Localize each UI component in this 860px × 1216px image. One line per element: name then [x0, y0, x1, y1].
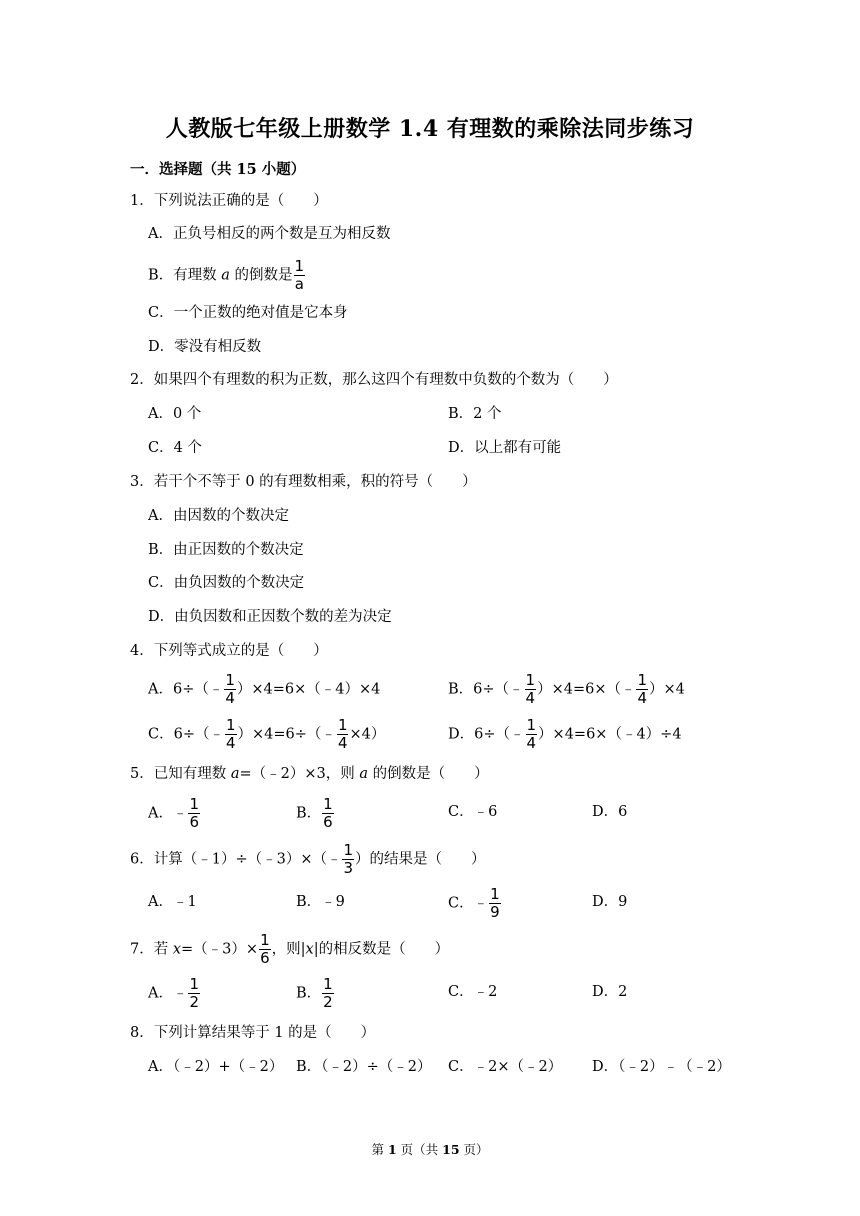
fraction: $\frac{1}{6}$ [323, 795, 333, 831]
q7-stem: 7．若 x=（﹣3）× $\frac{1}{6}$ ，则|x|的相反数是（ ） [130, 931, 450, 967]
fraction: $\frac{1}{2}$ [189, 975, 200, 1011]
q2-stem: 2．如果四个有理数的积为正数，那么这四个有理数中负数的个数为（ ） [130, 372, 618, 388]
fraction: $\frac{1}{6}$ [189, 795, 200, 831]
fraction: $\frac{1}{4}$ [337, 716, 348, 752]
fraction: $\frac{1}{4}$ [225, 716, 236, 752]
q2-option-b: B．2 个 [448, 406, 502, 422]
q6-option-c: C．﹣ $\frac{1}{9}$ [448, 885, 500, 921]
q8-stem: 8．下列计算结果等于 1 的是（ ） [130, 1025, 376, 1041]
q6-option-b: B．﹣9 [296, 894, 345, 910]
fraction: $\frac{1}{4}$ [637, 671, 648, 707]
q6-option-d: D．9 [592, 894, 628, 910]
q1-option-c: C．一个正数的绝对值是它本身 [148, 305, 348, 321]
q4-stem: 4．下列等式成立的是（ ） [130, 643, 328, 659]
q6-option-a: A．﹣1 [148, 894, 197, 910]
q3-option-b: B．由正因数的个数决定 [148, 542, 304, 558]
q7-option-b: B． $\frac{1}{2}$ [296, 975, 333, 1011]
section-heading: 一．选择题（共 15 小题） [130, 161, 306, 178]
fraction: $\frac{1}{a}$ [294, 257, 305, 293]
q5-option-c: C．﹣6 [448, 804, 498, 820]
q5-stem: 5．已知有理数 a=（﹣2）×3，则 a 的倒数是（ ） [130, 766, 489, 782]
q1-option-b: B．有理数 a 的倒数是 $\frac{1}{a}$ [148, 257, 305, 293]
q7-option-c: C．﹣2 [448, 984, 498, 1000]
fraction: $\frac{1}{9}$ [490, 885, 500, 921]
q3-option-c: C．由负因数的个数决定 [148, 575, 305, 591]
q7-option-a: A．﹣ $\frac{1}{2}$ [148, 975, 200, 1011]
q6-stem: 6．计算（﹣1）÷（﹣3）×（﹣ $\frac{1}{3}$ ）的结果是（ ） [130, 841, 486, 877]
fraction: $\frac{1}{3}$ [343, 841, 354, 877]
q3-option-d: D．由负因数和正因数个数的差为决定 [148, 609, 392, 625]
page-title: 人教版七年级上册数学 1.4 有理数的乘除法同步练习 [165, 116, 695, 142]
q1-option-a: A．正负号相反的两个数是互为相反数 [148, 226, 391, 242]
q4-option-b: B．6÷（﹣ $\frac{1}{4}$ ）×4=6×（﹣ $\frac{1}{4}$ ）×4 [448, 671, 685, 707]
q8-option-a: A．（﹣2）+（﹣2） [148, 1059, 284, 1075]
q2-option-c: C．4 个 [148, 440, 202, 456]
q5-option-d: D．6 [592, 804, 628, 820]
page-total: 15 [442, 1142, 460, 1157]
page-number: 1 [387, 1142, 397, 1157]
fraction: $\frac{1}{2}$ [323, 975, 333, 1011]
q7-option-d: D．2 [592, 984, 628, 1000]
fraction: $\frac{1}{4}$ [525, 671, 536, 707]
q5-option-a: A．﹣ $\frac{1}{6}$ [148, 795, 200, 831]
q1-stem: 1．下列说法正确的是（ ） [130, 193, 328, 209]
page-footer: 第 1 页（共 15 页） [371, 1142, 489, 1157]
fraction: $\frac{1}{4}$ [526, 716, 537, 752]
q8-option-c: C．﹣2×（﹣2） [448, 1059, 563, 1075]
q3-stem: 3．若干个不等于 0 的有理数相乘，积的符号（ ） [130, 474, 477, 490]
q4-option-a: A．6÷（﹣ $\frac{1}{4}$ ）×4=6×（﹣4）×4 [148, 671, 381, 707]
q8-option-d: D．（﹣2）﹣（﹣2） [592, 1059, 731, 1075]
q5-option-b: B． $\frac{1}{6}$ [296, 795, 333, 831]
q1-option-d: D．零没有相反数 [148, 339, 262, 355]
q3-option-a: A．由因数的个数决定 [148, 508, 289, 524]
q4-option-c: C．6÷（﹣ $\frac{1}{4}$ ）×4=6÷（﹣ $\frac{1}{4}$ ×4） [148, 716, 386, 752]
fraction: $\frac{1}{4}$ [225, 671, 235, 707]
q2-option-d: D．以上都有可能 [448, 440, 562, 456]
q4-option-d: D．6÷（﹣ $\frac{1}{4}$ ）×4=6×（﹣4）÷4 [448, 716, 682, 752]
q2-option-a: A．0 个 [148, 406, 202, 422]
q8-option-b: B．（﹣2）÷（﹣2） [296, 1059, 432, 1075]
fraction: $\frac{1}{6}$ [260, 931, 270, 967]
